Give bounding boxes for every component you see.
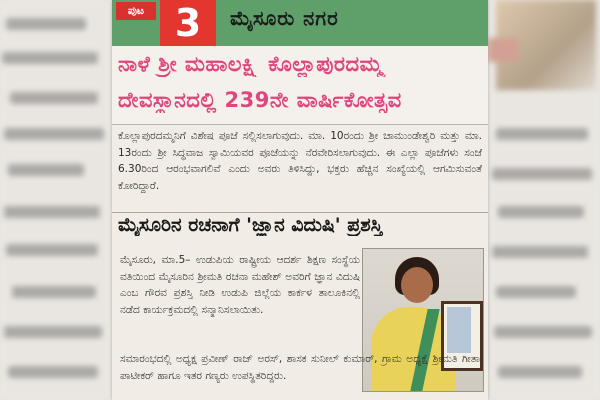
page-number: 3	[160, 0, 216, 46]
section-title: ಮೈಸೂರು ನಗರ	[230, 6, 339, 30]
award-certificate	[447, 307, 471, 353]
story1-headline	[112, 46, 488, 125]
story2-body-part2: ಸಮಾರಂಭದಲ್ಲಿ ಅಧ್ಯಕ್ಷ ಪ್ರವೀಣ್ ರಾಜ್ ಅರಸ್, ಶಾಸಕ ಸುನೀಲ್ ಕುಮಾರ್, ಗ್ರಾಮ ಅಧ್ಯಕ್ಷೆ ಶ್ರೀಮತಿ ಗೀತಾ ಪಾಟೀಕರ್ ಹಾಗೂ ಇತರ ಗಣ್ಯರು ಉಪಸ್ಥಿತರಿದ್ದರು.	[120, 353, 480, 382]
photo-face	[401, 267, 433, 303]
story2-body-part1: ಮೈಸೂರು, ಮಾ.5– ಉಡುಪಿಯ ರಾಷ್ಟ್ರೀಯ ಆದರ್ಶ ಶಿಕ್ಷಣ ಸಂಸ್ಥೆಯ ವತಿಯಿಂದ ಮೈಸೂರಿನ ಶ್ರೀಮತಿ ರಚನಾ ಮಹೇಶ್ ಅವರಿಗೆ ಜ್ಞಾನ ವಿದುಷಿ ಎಂಬ ಗೌರವ ಪ್ರಶಸ್ತಿ ನೀಡಿ ಉಡುಪಿ ಜಿಲ್ಲೆಯ ಕಾರ್ಕಳ ತಾಲೂಕಿನಲ್ಲಿ ನಡೆದ ಕಾರ್ಯಕ್ರಮದಲ್ಲಿ ಸನ್ಮಾನಿಸಲಾಯಿತು.	[120, 254, 360, 316]
page-label: ಪುಟ	[116, 2, 156, 20]
story1-headline-line1: ನಾಳೆ ಶ್ರೀ ಮಹಾಲಕ್ಷ್ಮಿ ಕೊಲ್ಲಾಪುರದಮ್ಮ	[118, 52, 383, 76]
story-divider	[112, 212, 488, 213]
story1-headline-line2: ದೇವಸ್ಥಾನದಲ್ಲಿ 239ನೇ ವಾರ್ಷಿಕೋತ್ಸವ	[118, 88, 402, 112]
story1-body: ಕೊಲ್ಲಾಪುರದಮ್ಮನಿಗೆ ವಿಶೇಷ ಪೂಜೆ ಸಲ್ಲಿಸಲಾಗುವುದು. ಮಾ. 10ರಂದು ಶ್ರೀ ಚಾಮುಂಡೇಶ್ವರಿ ಮತ್ತು ಮಾ. 13ರಂದು ಶ್ರೀ ಸಿದ್ಧವಾಜ ಸ್ವಾಮಿಯವರ ಪೂಜೆಯನ್ನು ನೆರವೇರಿಸಲಾಗುವುದು. ಈ ಎಲ್ಲಾ ಪೂಜೆಗಳು ಸಂಜೆ 6.30ರಿಂದ ಆರಂಭವಾಗಲಿವೆ ಎಂದು ಅವರು ತಿಳಿಸಿದ್ದು, ಭಕ್ತರು ಹೆಚ್ಚಿನ ಸಂಖ್ಯೆಯಲ್ಲಿ ಆಗಮಿಸುವಂತೆ ಕೋರಿದ್ದಾರೆ.	[118, 130, 482, 192]
page-header	[112, 0, 488, 46]
newspaper-clipping	[112, 0, 488, 400]
adjacent-page-right	[488, 0, 600, 400]
story2-headline: ಮೈಸೂರಿನ ರಚನಾಗೆ 'ಜ್ಞಾನ ವಿದುಷಿ' ಪ್ರಶಸ್ತಿ	[118, 214, 383, 236]
adjacent-page-left	[0, 0, 112, 400]
adjacent-red-block	[488, 38, 518, 62]
